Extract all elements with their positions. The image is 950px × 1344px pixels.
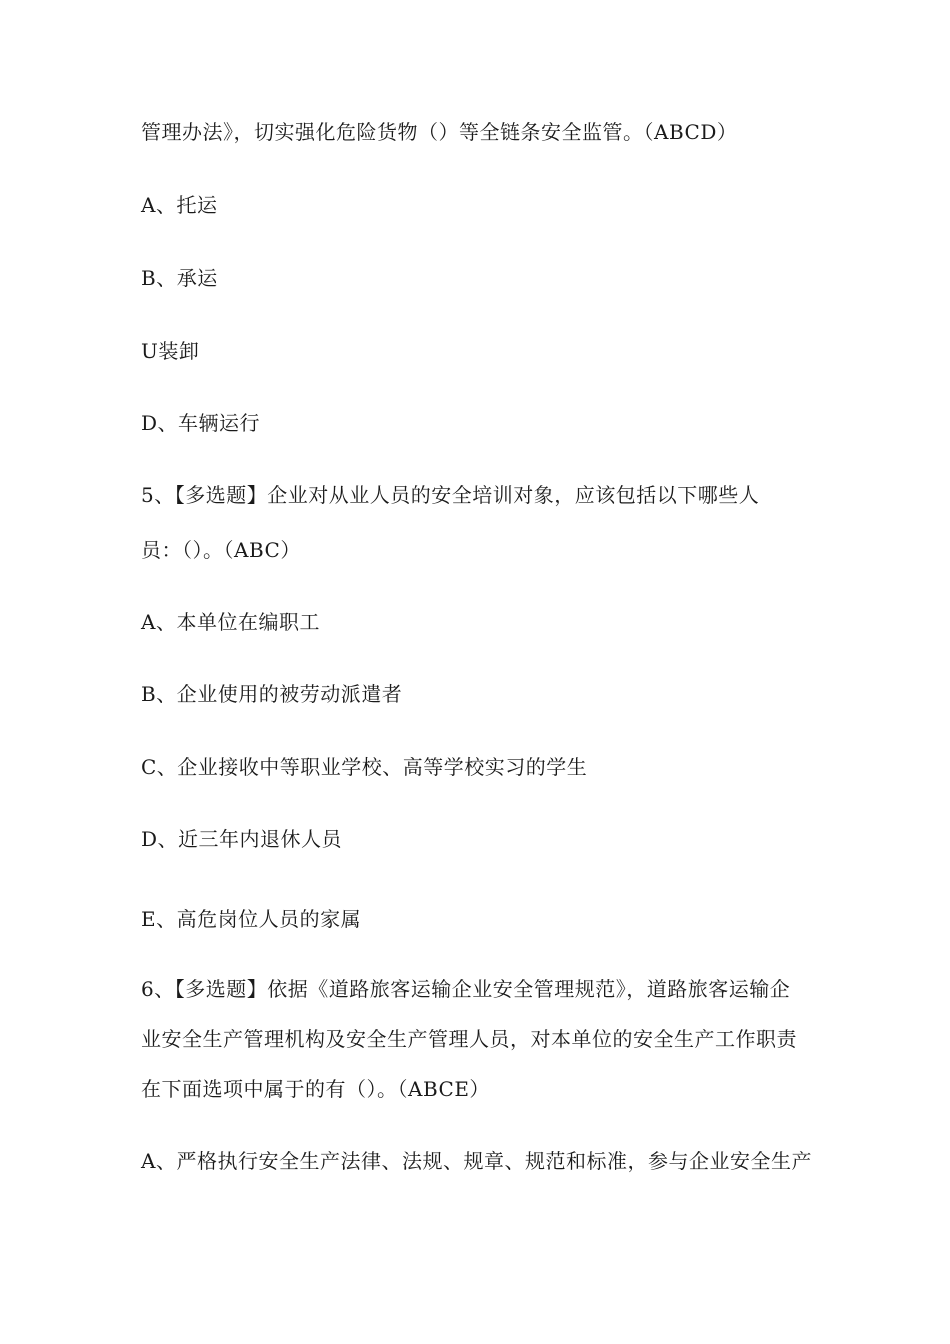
question-4-option-c: U装卸 [141, 339, 200, 363]
question-4-option-b: B、承运 [141, 266, 218, 290]
question-4-option-a: A、托运 [141, 193, 218, 217]
question-5-option-e: E、高危岗位人员的家属 [141, 907, 362, 931]
question-5-stem-line-2: 员：（）。（ABC） [141, 538, 301, 562]
question-4-stem-continued: 管理办法》，切实强化危险货物（）等全链条安全监管。（ABCD） [141, 120, 738, 144]
question-5-option-a: A、本单位在编职工 [141, 610, 320, 634]
question-5-option-b: B、企业使用的被劳动派遣者 [141, 682, 403, 706]
question-5-stem-line-1: 5、【多选题】企业对从业人员的安全培训对象，应该包括以下哪些人 [141, 483, 760, 507]
question-5-option-c: C、企业接收中等职业学校、高等学校实习的学生 [141, 755, 588, 779]
question-6-stem-line-1: 6、【多选题】依据《道路旅客运输企业安全管理规范》，道路旅客运输企 [141, 977, 791, 1001]
question-4-option-d: D、车辆运行 [141, 411, 261, 435]
question-6-option-a: A、严格执行安全生产法律、法规、规章、规范和标准，参与企业安全生产 [141, 1149, 812, 1173]
question-6-stem-line-3: 在下面选项中属于的有（）。（ABCE） [141, 1077, 490, 1101]
question-6-stem-line-2: 业安全生产管理机构及安全生产管理人员，对本单位的安全生产工作职责 [141, 1027, 797, 1051]
question-5-option-d: D、近三年内退休人员 [141, 827, 343, 851]
